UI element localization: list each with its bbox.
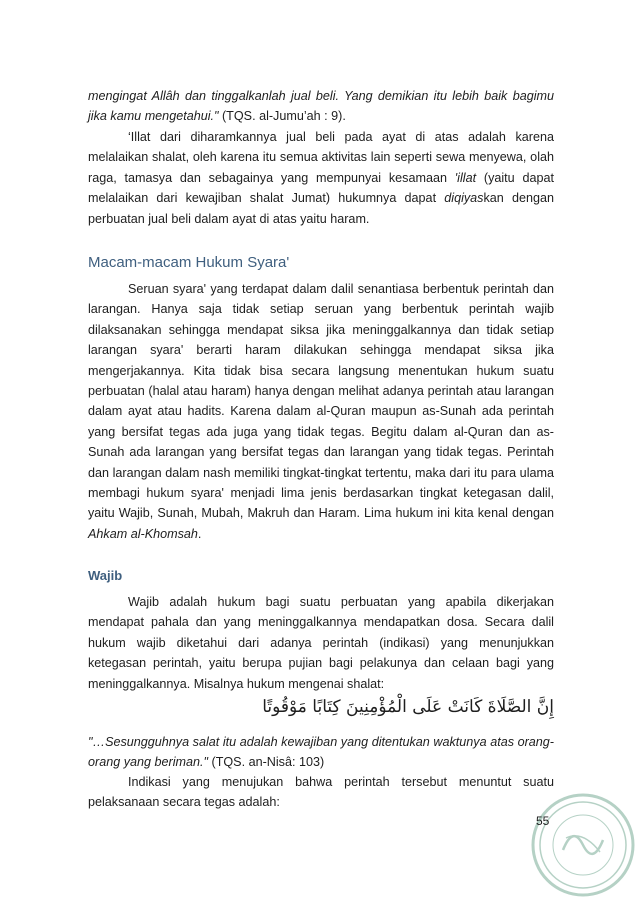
quote-text: mengingat Allâh dan tinggalkanlah jual beli. Yang demikian itu lebih baik bagimu jika kamu mengetahui.": [88, 89, 554, 124]
page-number: 55: [536, 814, 550, 828]
paragraph-text: Seruan syara' yang terdapat dalam dalil senantiasa berbentuk perintah dan larangan. Hanya saja tidak setiap seruan yang berbentuk perintah wajib dilaksanakan sehingga mendapat siksa jika meninggalkannya dan tidak setiap larangan syara' berarti haram dilakukan sehingga mendapat siksa jika mengerjakannya. Kita tidak bisa secara langsung menentukan hukum suatu perbuatan (halal atau haram) hanya dengan melihat adanya perintah atau larangan dalam ayat atau hadits. Karena dalam al-Quran maupun as-Sunah ada perintah yang bersifat tegas ada juga yang tidak tegas. Begitu dalam al-Quran dan as-Sunah ada larangan yang bersifat tegas dan larangan yang tidak tegas. Perintah dan larangan dalam nash memiliki tingkat-tingkat tertentu, maka dari itu para ulama membagi hukum syara' menjadi lima jenis berdasarkan tingkat ketegasan dalil, yaitu Wajib, Sunah, Mubah, Makruh dan Haram. Lima hukum ini kita kenal dengan: [88, 282, 554, 521]
term-illat: 'illat: [454, 170, 477, 185]
section-heading: Macam-macam Hukum Syara': [88, 254, 290, 271]
paragraph-quran-quote-jumuah: [88, 86, 554, 127]
paragraph-text: (yaitu dapat melalaikan dari kewajiban shalat Jumat) hukumnya dapat: [88, 170, 554, 206]
paragraph-seruan-syara: [88, 279, 554, 544]
paragraph-quran-quote-nisa: [88, 732, 554, 773]
paragraph-wajib: Wajib adalah hukum bagi suatu perbuatan yang apabila dikerjakan mendapat pahala dan yang meninggalkannya mendapatkan dosa. Secara dalil hukum wajib diketahui dari adanya perintah (indikasi) yang menunjukkan ketegasan perintah, yaitu berupa pujian bagi pelakunya dan celaan bagi yang meninggalkannya. Misalnya hukum mengenai shalat:: [88, 595, 554, 691]
university-seal-watermark: [528, 790, 638, 900]
subsection-heading: Wajib: [88, 568, 123, 583]
term-ahkam-al-khomsah: Ahkam al-Khomsah: [88, 526, 198, 541]
term-qiyas: diqiyas: [444, 191, 484, 206]
quote-reference: (TQS. al-Jumu’ah : 9).: [218, 109, 346, 124]
paragraph-indikasi: Indikasi yang menujukan bahwa perintah tersebut menuntut suatu pelaksanaan secara tegas adalah:: [88, 775, 554, 810]
paragraph-text: .: [197, 526, 202, 541]
paragraph-illat: [88, 127, 554, 229]
paragraph-text: ‘Illat dari diharamkannya jual beli pada ayat di atas adalah karena melalaikan shalat, oleh karena itu semua aktivitas lain seperti sewa menyewa, olah raga, tamasya dan sebagainya yang mempunyai kesamaan: [88, 130, 554, 185]
arabic-verse: إِنَّ الصَّلَاةَ كَانَتْ عَلَى الْمُؤْمِنِينَ كِتَابًا مَوْقُوتًا: [262, 697, 554, 717]
paragraph-text: kan dengan perbuatan jual beli dalam ayat di atas yaitu haram.: [88, 191, 554, 226]
quote-text: "…Sesungguhnya salat itu adalah kewajiban yang ditentukan waktunya atas orang-orang yang beriman.": [88, 735, 554, 770]
quote-reference: (TQS. an-Nisâ: 103): [208, 755, 325, 770]
